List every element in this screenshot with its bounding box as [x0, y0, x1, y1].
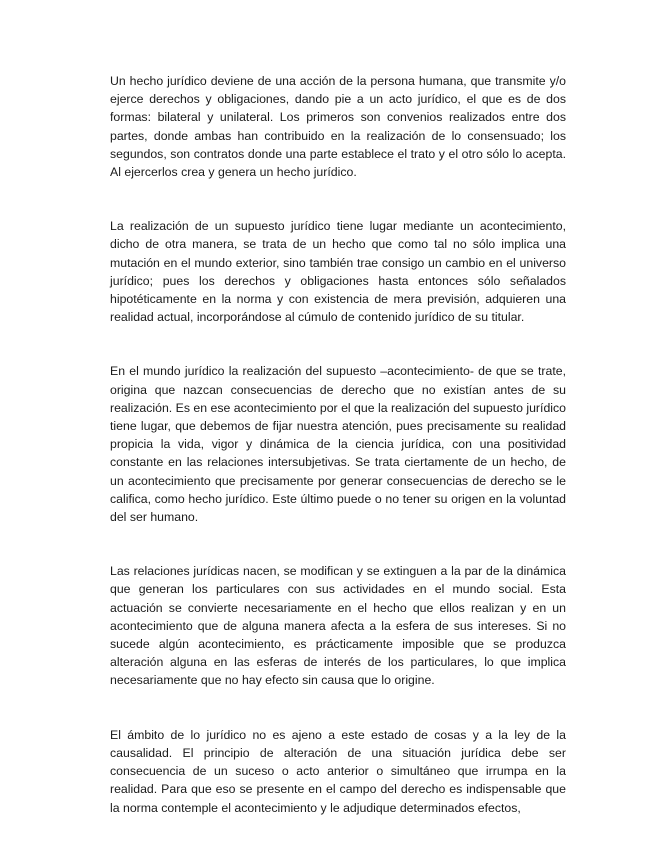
paragraph-4: Las relaciones jurídicas nacen, se modifican y se extinguen a la par de la dinámica que generan los particulares con sus actividades en el mundo social. Esta actuación se convierte necesariamente en el hecho que ellos realizan y en un acontecimiento que de alguna manera afecta a la esfera de sus intereses. Si no sucede algún acontecimiento, es prácticamente imposible que se produzca alteración alguna en las esferas de interés de los particulares, lo que implica necesariamente que no hay efecto sin causa que lo origine.: [110, 564, 566, 688]
body-text: [110, 72, 566, 817]
paragraph-5: El ámbito de lo jurídico no es ajeno a este estado de cosas y a la ley de la causalidad. El principio de alteración de una situación jurídica debe ser consecuencia de un suceso o acto anterior o simultáneo que irrumpa en la realidad. Para que eso se presente en el campo del derecho es indispensable que la norma contemple el acontecimiento y le adjudique determinados efectos,: [110, 727, 566, 815]
paragraph-3: En el mundo jurídico la realización del supuesto –acontecimiento- de que se trate, origina que nazcan consecuencias de derecho que no existían antes de su realización. Es en ese acontecimiento por el que la realización del supuesto jurídico tiene lugar, que debemos de fijar nuestra atención, pues precisamente su realidad propicia la vida, vigor y dinámica de la ciencia jurídica, con una positividad constante en las relaciones intersubjetivas. Se trata ciertamente de un hecho, de un acontecimiento que precisamente por generar consecuencias de derecho se le califica, como hecho jurídico. Este último puede o no tener su origen en la voluntad del ser humano.: [110, 364, 566, 525]
paragraph-2: La realización de un supuesto jurídico tiene lugar mediante un acontecimiento, dicho de otra manera, se trata de un hecho que como tal no sólo implica una mutación en el mundo exterior, sino también trae consigo un cambio en el universo jurídico; pues los derechos y obligaciones hasta entonces sólo señalados hipotéticamente en la norma y con existencia de mera previsión, adquieren una realidad actual, incorporándose al cúmulo de contenido jurídico de su titular.: [110, 219, 566, 325]
paragraph-1: Un hecho jurídico deviene de una acción de la persona humana, que transmite y/o ejerce derechos y obligaciones, dando pie a un acto jurídico, el que es de dos formas: bilateral y unilateral. Los primeros son convenios realizados entre dos partes, donde ambas han contribuido en la realización de lo consensuado; los segundos, son contratos donde una parte establece el trato y el otro sólo lo acepta. Al ejercerlos crea y genera un hecho jurídico.: [110, 74, 566, 180]
